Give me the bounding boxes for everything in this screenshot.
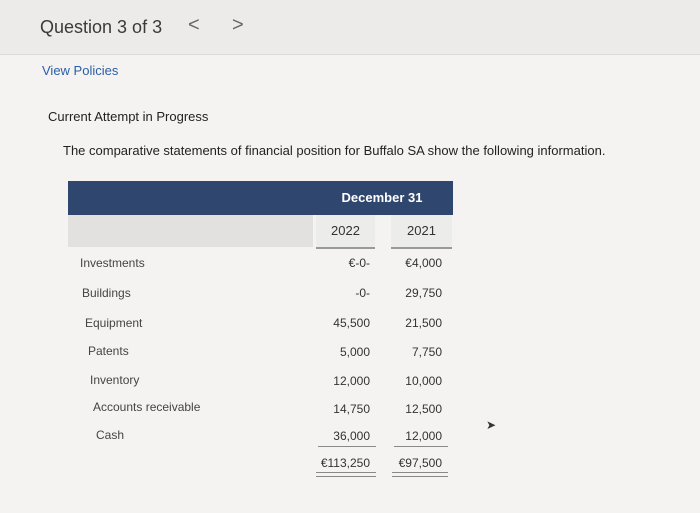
next-question-button[interactable]: > [232, 14, 244, 36]
cell-inventory-2022: 12,000 [333, 374, 370, 388]
cell-accounts-receivable-2021: 12,500 [405, 402, 442, 416]
cell-investments-2022: €-0- [348, 256, 370, 270]
view-policies-link[interactable]: View Policies [42, 63, 119, 78]
attempt-status: Current Attempt in Progress [48, 109, 209, 124]
row-label-equipment: Equipment [85, 316, 143, 330]
total-double-underline-2021 [392, 472, 448, 477]
total-2021: €97,500 [398, 456, 442, 470]
row-label-inventory: Inventory [90, 373, 140, 387]
row-label-cash: Cash [96, 428, 125, 442]
total-double-underline-2022 [316, 472, 376, 477]
cell-patents-2021: 7,750 [411, 345, 442, 359]
question-prompt: The comparative statements of financial position for Buffalo SA show the following information. [63, 143, 606, 158]
table-subheader-blank [68, 215, 313, 247]
mouse-pointer-icon: ➤ [486, 418, 497, 432]
row-label-patents: Patents [88, 344, 129, 358]
cell-cash-2021: 12,000 [405, 429, 442, 443]
year-2022-header: 2022 [316, 215, 375, 249]
cell-accounts-receivable-2022: 14,750 [333, 402, 370, 416]
row-label-accounts-receivable: Accounts receivable [93, 400, 201, 414]
cell-equipment-2022: 45,500 [333, 316, 370, 330]
cell-equipment-2021: 21,500 [405, 316, 442, 330]
year-2021-header: 2021 [391, 215, 452, 249]
cell-cash-2022: 36,000 [333, 429, 370, 443]
cell-inventory-2021: 10,000 [405, 374, 442, 388]
table-header-label: December 31 [341, 190, 423, 205]
subtotal-underline-2021 [394, 446, 448, 447]
total-2022: €113,250 [320, 456, 370, 470]
prev-question-button[interactable]: < [188, 14, 200, 36]
cell-buildings-2022: -0- [355, 286, 370, 300]
cell-patents-2022: 5,000 [339, 345, 370, 359]
question-label: Question 3 of 3 [40, 17, 163, 37]
row-label-buildings: Buildings [82, 286, 131, 300]
subtotal-underline-2022 [318, 446, 376, 447]
row-label-investments: Investments [80, 256, 145, 270]
cell-investments-2021: €4,000 [405, 256, 442, 270]
cell-buildings-2021: 29,750 [405, 286, 442, 300]
